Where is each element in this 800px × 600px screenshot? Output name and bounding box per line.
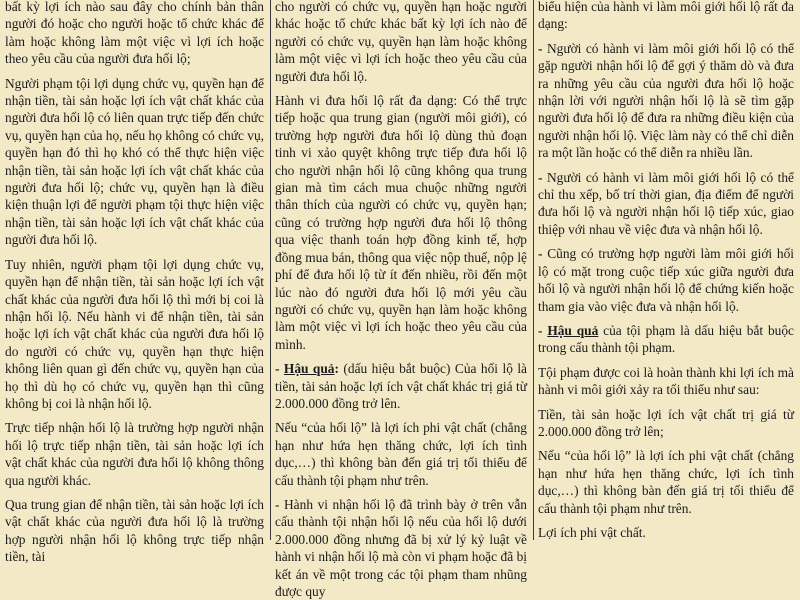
- paragraph: [538, 245, 794, 315]
- column-1: [0, 0, 270, 565]
- text-run: Người phạm tội lợi dụng chức vụ, quyền hạn để nhận tiền, tài sản hoặc lợi ích vật chất khác của người đưa hối lộ có liên quan trực tiếp đến chức vụ, quyền hạn của họ, nếu họ không có chức vụ, quyền hạn đó thì họ khó có thể thực hiện việc nhận tiền, tài sản hoặc lợi ích vật chất khác của người đưa hối lộ; chức vụ, quyền hạn là điều kiện thuận lợi để người phạm tội thực hiện việc nhận tiền, tài sản hoặc lợi ích vật chất khác của người đưa hối lộ.: [5, 75, 265, 248]
- text-run: (dấu hiệu bắt buộc) Của hối lộ là tiền, tài sản hoặc lợi ích vật chất khác trị giá từ 2.000.000 đồng trở lên.: [275, 361, 528, 411]
- text-run: -: [538, 40, 547, 56]
- text-run: Tội phạm được coi là hoàn thành khi lợi ích mà hành vi môi giới xảy ra tối thiểu như sau:: [538, 364, 794, 398]
- paragraph: [538, 322, 794, 357]
- text-run: -: [538, 246, 548, 262]
- column-2: [270, 0, 533, 599]
- text-run: Hành vi đưa hối lộ rất đa dạng: Có thể trực tiếp hoặc qua trung gian (người môi giới), có trường hợp người đưa hối lộ dùng thủ đoạn tinh vi xảo quyệt không trực tiếp đưa hối lộ cho người nhận hối lộ cũng không qua trung gian mà tìm cách mua chuộc những người thân thích của người có chức vụ, quyền hạn; cũng có trường hợp người đưa hối lộ thông qua việc thanh toán hợp đồng kinh tế, hợp đồng mua bán, thông qua việc nộp thuế, nộp lệ phí để đưa hối lộ từ ít đến nhiều, rồi đến một lúc nào đó người đưa hối lộ mới yêu cầu người có chức vụ, quyền hạn làm hoặc không làm một việc vì lợi ích hoặc theo yêu cầu của mình.: [275, 93, 527, 352]
- text-run: -: [538, 169, 547, 185]
- paragraph: [275, 419, 527, 489]
- text-run: Tiền, tài sản hoặc lợi ích vật chất trị giá từ 2.000.000 đồng trở lên;: [538, 406, 794, 439]
- paragraph: [538, 364, 794, 399]
- text-run: Hậu quả: [547, 322, 599, 338]
- text-run: -: [538, 322, 548, 338]
- paragraph: [538, 524, 794, 541]
- text-run: Nếu “của hối lộ” là lợi ích phi vật chất (chẳng hạn như hứa hẹn thăng chức, lợi ích tình dục,…) thì không bàn đến giá trị tối thiểu để cấu thành tội phạm như trên.: [538, 448, 794, 516]
- paragraph: [5, 419, 264, 489]
- text-run: -: [275, 361, 284, 377]
- text-run: biểu hiện của hành vi làm môi giới hối lộ rất đa dạng:: [538, 0, 794, 32]
- paragraph: [538, 406, 794, 441]
- paragraph: [538, 40, 794, 162]
- text-run: Cũng có trường hợp người làm môi giới hối lộ có mặt trong cuộc tiếp xúc giữa người đưa hối lộ và người nhận hối lộ để chứng kiến hoặc tham gia vào việc đưa và nhận hối lộ.: [538, 246, 794, 314]
- paragraph: [275, 360, 527, 412]
- text-run: của tội phạm là dấu hiệu bắt buộc trong cấu thành tội phạm.: [538, 322, 794, 356]
- paragraph: [5, 0, 264, 68]
- text-run: Qua trung gian để nhận tiền, tài sản hoặc lợi ích vật chất khác của người đưa hối lộ là trường hợp người nhận hối lộ không trực tiếp nhận tiền, tài: [5, 496, 264, 565]
- text-run: Trực tiếp nhận hối lộ là trường hợp người nhận hối lộ trực tiếp nhận tiền, tài sản hoặc lợi ích vật chất khác của người đưa hối lộ không thông qua người khác.: [5, 420, 264, 488]
- text-run: Người có hành vi làm môi giới hối lộ có thể gặp người nhận hối lộ để gợi ý thăm dò và đưa ra những yêu cầu của người đưa hối lộ hoặc nhận lời với người nhận hối lộ là sẽ tìm gặp người đưa hối lộ để đưa ra những điều kiện của người nhận hối lộ. Việc làm này có thể chỉ diễn ra một lần hoặc có thể diễn ra nhiều lần.: [538, 40, 794, 161]
- paragraph: [5, 75, 264, 249]
- text-run: - Hành vi nhận hối lộ đã trình bày ở trên vẫn cấu thành tội nhận hối lộ nếu của hối lộ dưới 2.000.000 đồng nhưng đã bị xử lý kỷ luật về hành vi nhận hối lộ mà còn vi phạm hoặc đã bị kết án về một trong các tội phạm tham nhũng được quy: [275, 496, 527, 599]
- paragraph: [538, 169, 794, 239]
- text-run: bất kỳ lợi ích nào sau đây cho chính bản thân người đó hoặc cho người hoặc tổ chức khác để làm hoặc không làm một việc vì lợi ích hoặc theo yêu cầu của người đưa hối lộ;: [5, 0, 264, 67]
- column-3: [533, 0, 800, 540]
- paragraph: [538, 447, 794, 517]
- paragraph: [275, 0, 527, 85]
- text-run: Lợi ích phi vật chất.: [538, 524, 646, 540]
- text-run: cho người có chức vụ, quyền hạn hoặc người khác hoặc tổ chức khác bất kỳ lợi ích nào để người có chức vụ, quyền hạn làm hoặc không làm một việc vì lợi ích hoặc theo yêu cầu của người đưa hối lộ.: [275, 0, 527, 84]
- text-run: Người có hành vi làm môi giới hối lộ có thể chỉ thu xếp, bố trí thời gian, địa điểm để người đưa hối lộ và người nhận hối lộ tiếp xúc, giao thiệp với nhau về việc đưa và nhận hối lộ.: [538, 169, 794, 237]
- paragraph: [5, 496, 264, 566]
- paragraph: [275, 92, 527, 353]
- text-run: Tuy nhiên, người phạm tội lợi dụng chức vụ, quyền hạn để nhận tiền, tài sản hoặc lợi ích vật chất khác của người đưa hối lộ thì mới bị coi là nhận hối lộ. Nếu hành vi để nhận tiền, tài sản hoặc lợi ích vật chất khác của người đưa hối lộ do người có chức vụ, quyền hạn thực hiện không liên quan gì đến chức vụ, quyền hạn của họ thì dù họ có chức vụ, quyền hạn thì cũng không bị coi là nhận hối lộ.: [5, 256, 264, 411]
- text-run: :: [334, 361, 344, 377]
- text-run: Nếu “của hối lộ” là lợi ích phi vật chất (chẳng hạn như hứa hẹn thăng chức, lợi ích tình dục,…) thì không bàn đến giá trị tối thiểu để cấu thành tội phạm như trên.: [275, 420, 527, 488]
- paragraph: [538, 0, 794, 33]
- paragraph: [5, 256, 264, 413]
- text-run: Hậu quả: [283, 361, 335, 377]
- paragraph: [275, 496, 527, 600]
